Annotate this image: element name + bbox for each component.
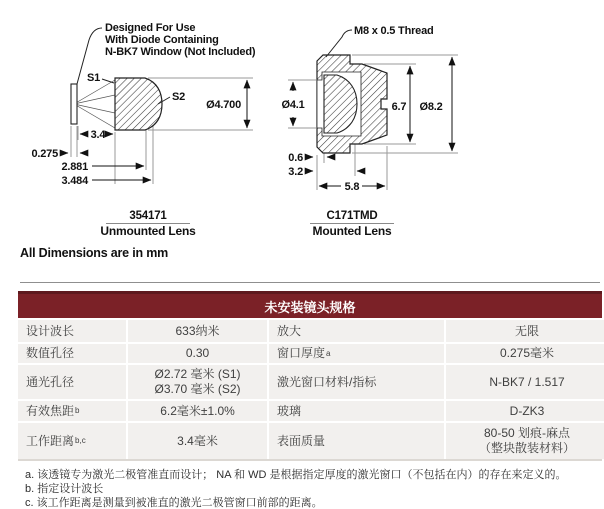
spec-label-working-distance: 工作距离 b,c	[18, 423, 126, 459]
spec-value-text: 0.275毫米	[499, 346, 555, 360]
footnotes	[25, 468, 604, 509]
spec-value-text: 3.4毫米	[177, 433, 218, 448]
spec-label-surface-quality	[269, 423, 444, 459]
spec-table-grid	[18, 320, 602, 461]
spec-label-text: 表面质量	[277, 433, 326, 448]
spec-label-clear-aperture	[18, 365, 126, 399]
spec-label-text: 激光窗口材料/指标	[277, 374, 377, 389]
unmounted-lens-body	[115, 78, 162, 130]
spec-table-title: 未安装镜头规格	[18, 291, 602, 318]
dim-outer-diameter-text: Ø4.700	[206, 99, 241, 111]
spec-label-text: 放大	[277, 323, 302, 338]
mounted-lens-drawing	[281, 25, 458, 238]
spec-label-numerical-aperture	[18, 344, 126, 363]
spec-value-text: 6.2毫米±1.0%	[160, 403, 235, 418]
spec-label-magnification	[269, 320, 444, 342]
diode-window	[71, 84, 77, 124]
mounted-caption: Mounted Lens	[312, 224, 392, 238]
annotation-line-3: N-BK7 Window (Not Included)	[105, 46, 256, 58]
spec-value-surface-quality	[446, 423, 604, 459]
spec-label-effective-focal-length: 有效焦距 b	[18, 401, 126, 421]
spec-value-text: （整块散装材料）	[478, 441, 575, 455]
spec-value-numerical-aperture	[128, 344, 267, 363]
spec-label-text: 通光孔径	[26, 374, 75, 389]
dim-back-distance-1-text: 2.881	[61, 161, 88, 173]
unmounted-lens-drawing	[31, 22, 255, 238]
spec-value-text: Ø3.70 毫米 (S2)	[154, 382, 241, 396]
spec-value-clear-aperture	[128, 365, 267, 399]
spec-value-laser-window-material	[446, 365, 604, 399]
dim-window-thickness	[31, 148, 87, 160]
dim-clear-aperture	[281, 82, 304, 126]
dim-length-text: 5.8	[344, 181, 360, 193]
unmounted-part-number: 354171	[129, 210, 167, 222]
dim-back-distance-2	[61, 175, 151, 187]
dim-mounted-outer-diameter-text: Ø8.2	[419, 101, 443, 113]
spec-label-design-wavelength	[18, 320, 126, 342]
dim-center-thickness-text: 3.4	[90, 129, 106, 141]
spec-value-text: 80-50 划痕-麻点	[483, 426, 571, 440]
dim-inner-height	[392, 66, 410, 142]
spec-value-text: N-BK7 / 1.517	[489, 374, 565, 389]
dim-clear-aperture-text: Ø4.1	[281, 99, 305, 111]
spec-label-text: 设计波长	[26, 323, 75, 338]
units-note: All Dimensions are in mm	[20, 246, 169, 260]
spec-label-text: 玻璃	[277, 403, 302, 418]
annotation-line-2: With Diode Containing	[105, 34, 219, 46]
dim-outer-diameter	[206, 80, 247, 128]
spec-value-magnification	[446, 320, 604, 342]
spec-value-text: Ø2.72 毫米 (S1)	[154, 367, 241, 381]
spec-value-working-distance	[128, 423, 267, 459]
spec-value-glass	[446, 401, 604, 421]
spec-value-text: 633纳米	[175, 323, 220, 338]
spec-label-laser-window-material	[269, 365, 444, 399]
dim-center-thickness	[80, 129, 113, 141]
spec-label-text: 有效焦距	[26, 403, 75, 418]
spec-value-effective-focal-length	[128, 401, 267, 421]
dim-front-step-text: 0.6	[288, 152, 303, 164]
dim-mounted-outer-diameter	[419, 57, 452, 151]
spec-value-text: D-ZK3	[509, 403, 545, 418]
s1-leader-line	[102, 79, 114, 83]
spec-value-text: 0.30	[185, 346, 210, 360]
s2-label: S2	[172, 91, 186, 103]
spec-table	[18, 291, 602, 461]
dim-vertex-depth-text: 3.2	[288, 166, 303, 178]
dim-vertex-depth	[288, 166, 364, 178]
dim-back-distance-1	[61, 161, 144, 173]
spec-label-text: 工作距离	[26, 433, 75, 448]
spec-label-glass	[269, 401, 444, 421]
footnote-a: a. 该透镜专为激光二极管准直而设计； NA 和 WD 是根据指定厚度的激光窗口（不包括在内）的存在来定义的。	[25, 469, 567, 481]
spec-label-text: 窗口厚度	[277, 346, 326, 360]
section-divider	[20, 282, 600, 283]
spec-label-window-thickness: 窗口厚度 a	[269, 344, 444, 363]
dim-window-thickness-text: 0.275	[31, 148, 58, 160]
spec-value-text: 无限	[514, 323, 539, 338]
thread-label: M8 x 0.5 Thread	[354, 25, 434, 37]
spec-label-text: 数值孔径	[26, 346, 75, 360]
footnote-b: b. 指定设计波长	[25, 483, 104, 495]
dim-back-distance-2-text: 3.484	[61, 175, 88, 187]
spec-value-window-thickness	[446, 344, 604, 363]
unmounted-caption: Unmounted Lens	[100, 224, 196, 238]
footnote-c: c. 该工作距离是测量到被准直的激光二极管窗口前部的距离。	[25, 497, 323, 509]
spec-value-design-wavelength	[128, 320, 267, 342]
s1-label: S1	[86, 72, 100, 84]
dim-length	[319, 181, 385, 193]
mounted-part-number: C171TMD	[326, 210, 378, 222]
dim-front-step	[288, 152, 334, 164]
thread-leader-line	[326, 30, 352, 57]
annotation-line-1: Designed For Use	[105, 22, 196, 34]
dim-inner-height-text: 6.7	[391, 101, 407, 113]
